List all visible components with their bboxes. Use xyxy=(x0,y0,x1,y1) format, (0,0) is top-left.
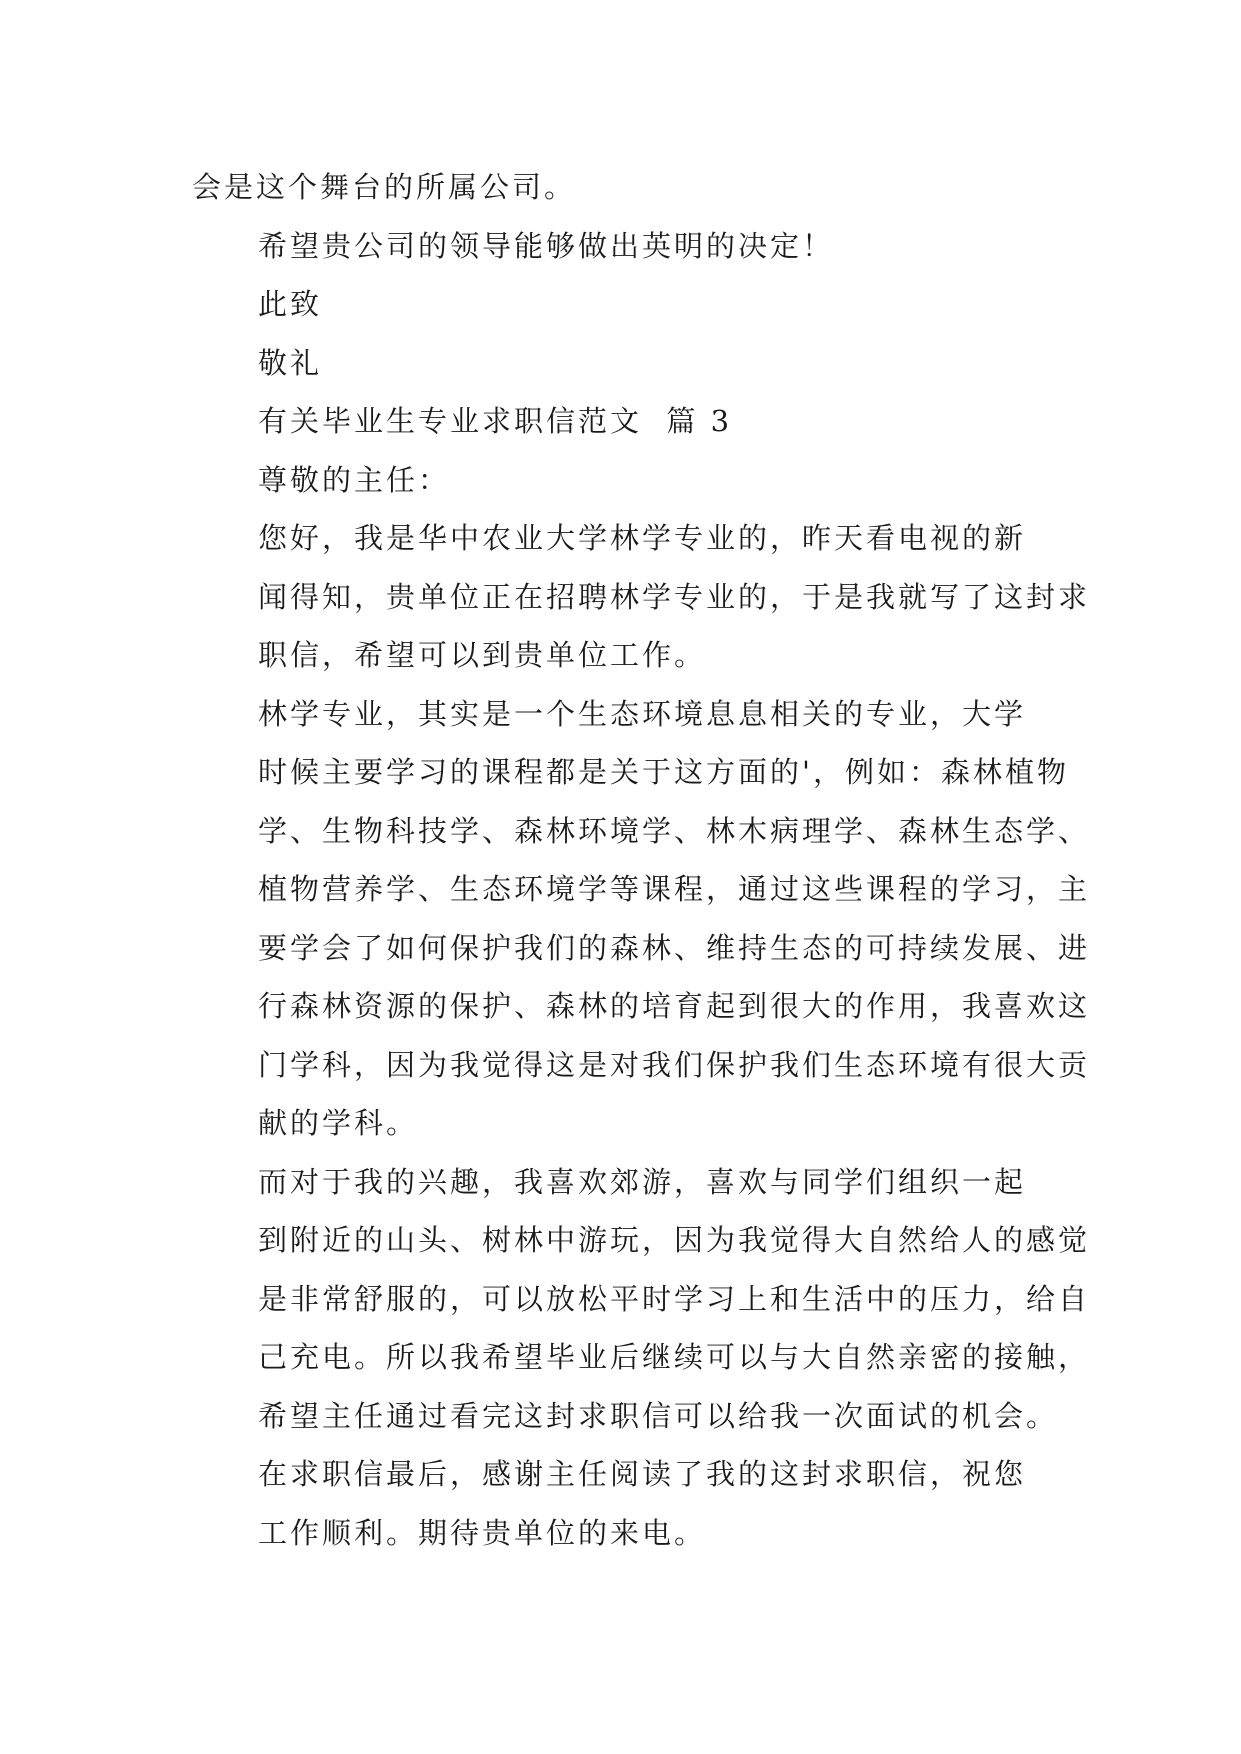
paragraph-closing xyxy=(192,1445,1052,1562)
text-line: 职信，希望可以到贵单位工作。 xyxy=(258,638,707,672)
text-line: 希望贵公司的领导能够做出英明的决定！ xyxy=(258,228,835,263)
paragraph-salutation-jingli xyxy=(192,334,1052,393)
text-line: 要学会了如何保护我们的森林、维持生态的可持续发展、进 xyxy=(258,930,1091,965)
paragraph-interests xyxy=(192,1153,1091,1446)
letter-body xyxy=(192,158,1091,1562)
paragraph-major xyxy=(192,685,1091,1153)
paragraph-introduction xyxy=(192,509,1091,685)
text-line: 学、生物科技学、森林环境学、林木病理学、森林生态学、 xyxy=(258,813,1091,848)
paragraph-greeting xyxy=(192,451,1052,510)
text-line: 尊敬的主任： xyxy=(258,462,451,497)
text-line: 工作顺利。期待贵单位的来电。 xyxy=(258,1515,707,1550)
text-line: 此致 xyxy=(258,287,323,321)
text-line: 行森林资源的保护、森林的培育起到很大的作用，我喜欢这 xyxy=(258,989,1091,1023)
paragraph-hope-decision xyxy=(192,217,1052,276)
heading-line: 有关毕业生专业求职信范文 篇 3 xyxy=(258,404,733,438)
section-heading xyxy=(192,392,1052,451)
paragraph-company-closing xyxy=(192,158,1052,217)
text-line: 门学科，因为我觉得这是对我们保护我们生态环境有很大贡 xyxy=(258,1047,1091,1082)
text-line: 敬礼 xyxy=(258,345,323,380)
text-line: 献的学科。 xyxy=(258,1106,419,1140)
text-line: 在求职信最后，感谢主任阅读了我的这封求职信，祝您 xyxy=(258,1457,1027,1491)
text-line: 林学专业，其实是一个生态环境息息相关的专业，大学 xyxy=(258,696,1027,731)
text-line: 而对于我的兴趣，我喜欢郊游，喜欢与同学们组织一起 xyxy=(258,1164,1027,1199)
text-line: 会是这个舞台的所属公司。 xyxy=(192,170,577,204)
text-line: 到附近的山头、树林中游玩，因为我觉得大自然给人的感觉 xyxy=(258,1223,1091,1257)
text-line: 您好，我是华中农业大学林学专业的，昨天看电视的新 xyxy=(258,521,1027,555)
text-line: 植物营养学、生态环境学等课程，通过这些课程的学习，主 xyxy=(258,872,1091,906)
paragraph-salutation-cizhi xyxy=(192,275,1052,334)
text-line: 希望主任通过看完这封求职信可以给我一次面试的机会。 xyxy=(258,1398,1059,1433)
text-line: 是非常舒服的，可以放松平时学习上和生活中的压力，给自 xyxy=(258,1281,1091,1316)
text-line: 时候主要学习的课程都是关于这方面的'，例如：森林植物 xyxy=(258,755,1069,789)
text-line: 己充电。所以我希望毕业后继续可以与大自然亲密的接触， xyxy=(258,1340,1091,1374)
text-line: 闻得知，贵单位正在招聘林学专业的，于是我就写了这封求 xyxy=(258,579,1091,614)
